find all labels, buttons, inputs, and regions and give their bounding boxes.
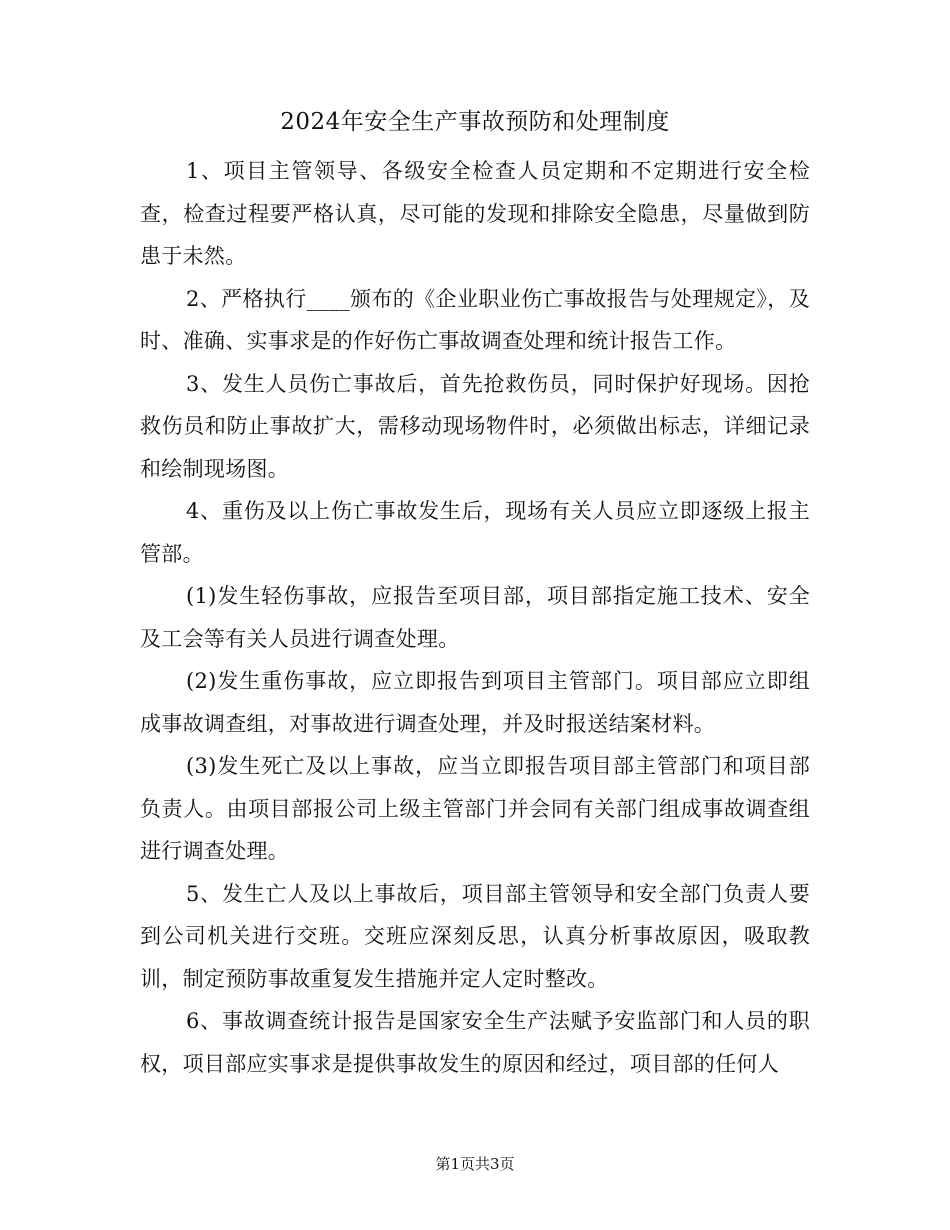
paragraph-4-1: (1)发生轻伤事故，应报告至项目部，项目部指定施工技术、安全及工会等有关人员进行调查处理。 [140,584,810,651]
paragraph-4-3: (3)发生死亡及以上事故，应当立即报告项目部主管部门和项目部负责人。由项目部报公司上级主管部门并会同有关部门组成事故调查组进行调查处理。 [140,754,810,863]
paragraph-4: 4、重伤及以上伤亡事故发生后，现场有关人员应立即逐级上报主管部。 [140,499,810,566]
paragraph-1: 1、项目主管领导、各级安全检查人员定期和不定期进行安全检查，检查过程要严格认真，尽可能的发现和排除安全隐患，尽量做到防患于未然。 [140,159,810,268]
paragraph-2: 2、严格执行____颁布的《企业职业伤亡事故报告与处理规定》，及时、准确、实事求是的作好伤亡事故调查处理和统计报告工作。 [140,286,810,353]
paragraph-3: 3、发生人员伤亡事故后，首先抢救伤员，同时保护好现场。因抢救伤员和防止事故扩大，需移动现场物件时，必须做出标志，详细记录和绘制现场图。 [140,371,810,481]
document-body [140,150,810,1085]
paragraph-4-2: (2)发生重伤事故，应立即报告到项目主管部门。项目部应立即组成事故调查组，对事故进行调查处理，并及时报送结案材料。 [140,669,810,736]
paragraph-6: 6、事故调查统计报告是国家安全生产法赋予安监部门和人员的职权，项目部应实事求是提供事故发生的原因和经过，项目部的任何人 [140,1009,810,1076]
page-number-footer: 第1页共3页 [435,1155,515,1173]
document-title: 2024年安全生产事故预防和处理制度 [280,109,670,135]
paragraph-5: 5、发生亡人及以上事故后，项目部主管领导和安全部门负责人要到公司机关进行交班。交班应深刻反思，认真分析事故原因，吸取教训，制定预防事故重复发生措施并定人定时整改。 [140,881,810,991]
